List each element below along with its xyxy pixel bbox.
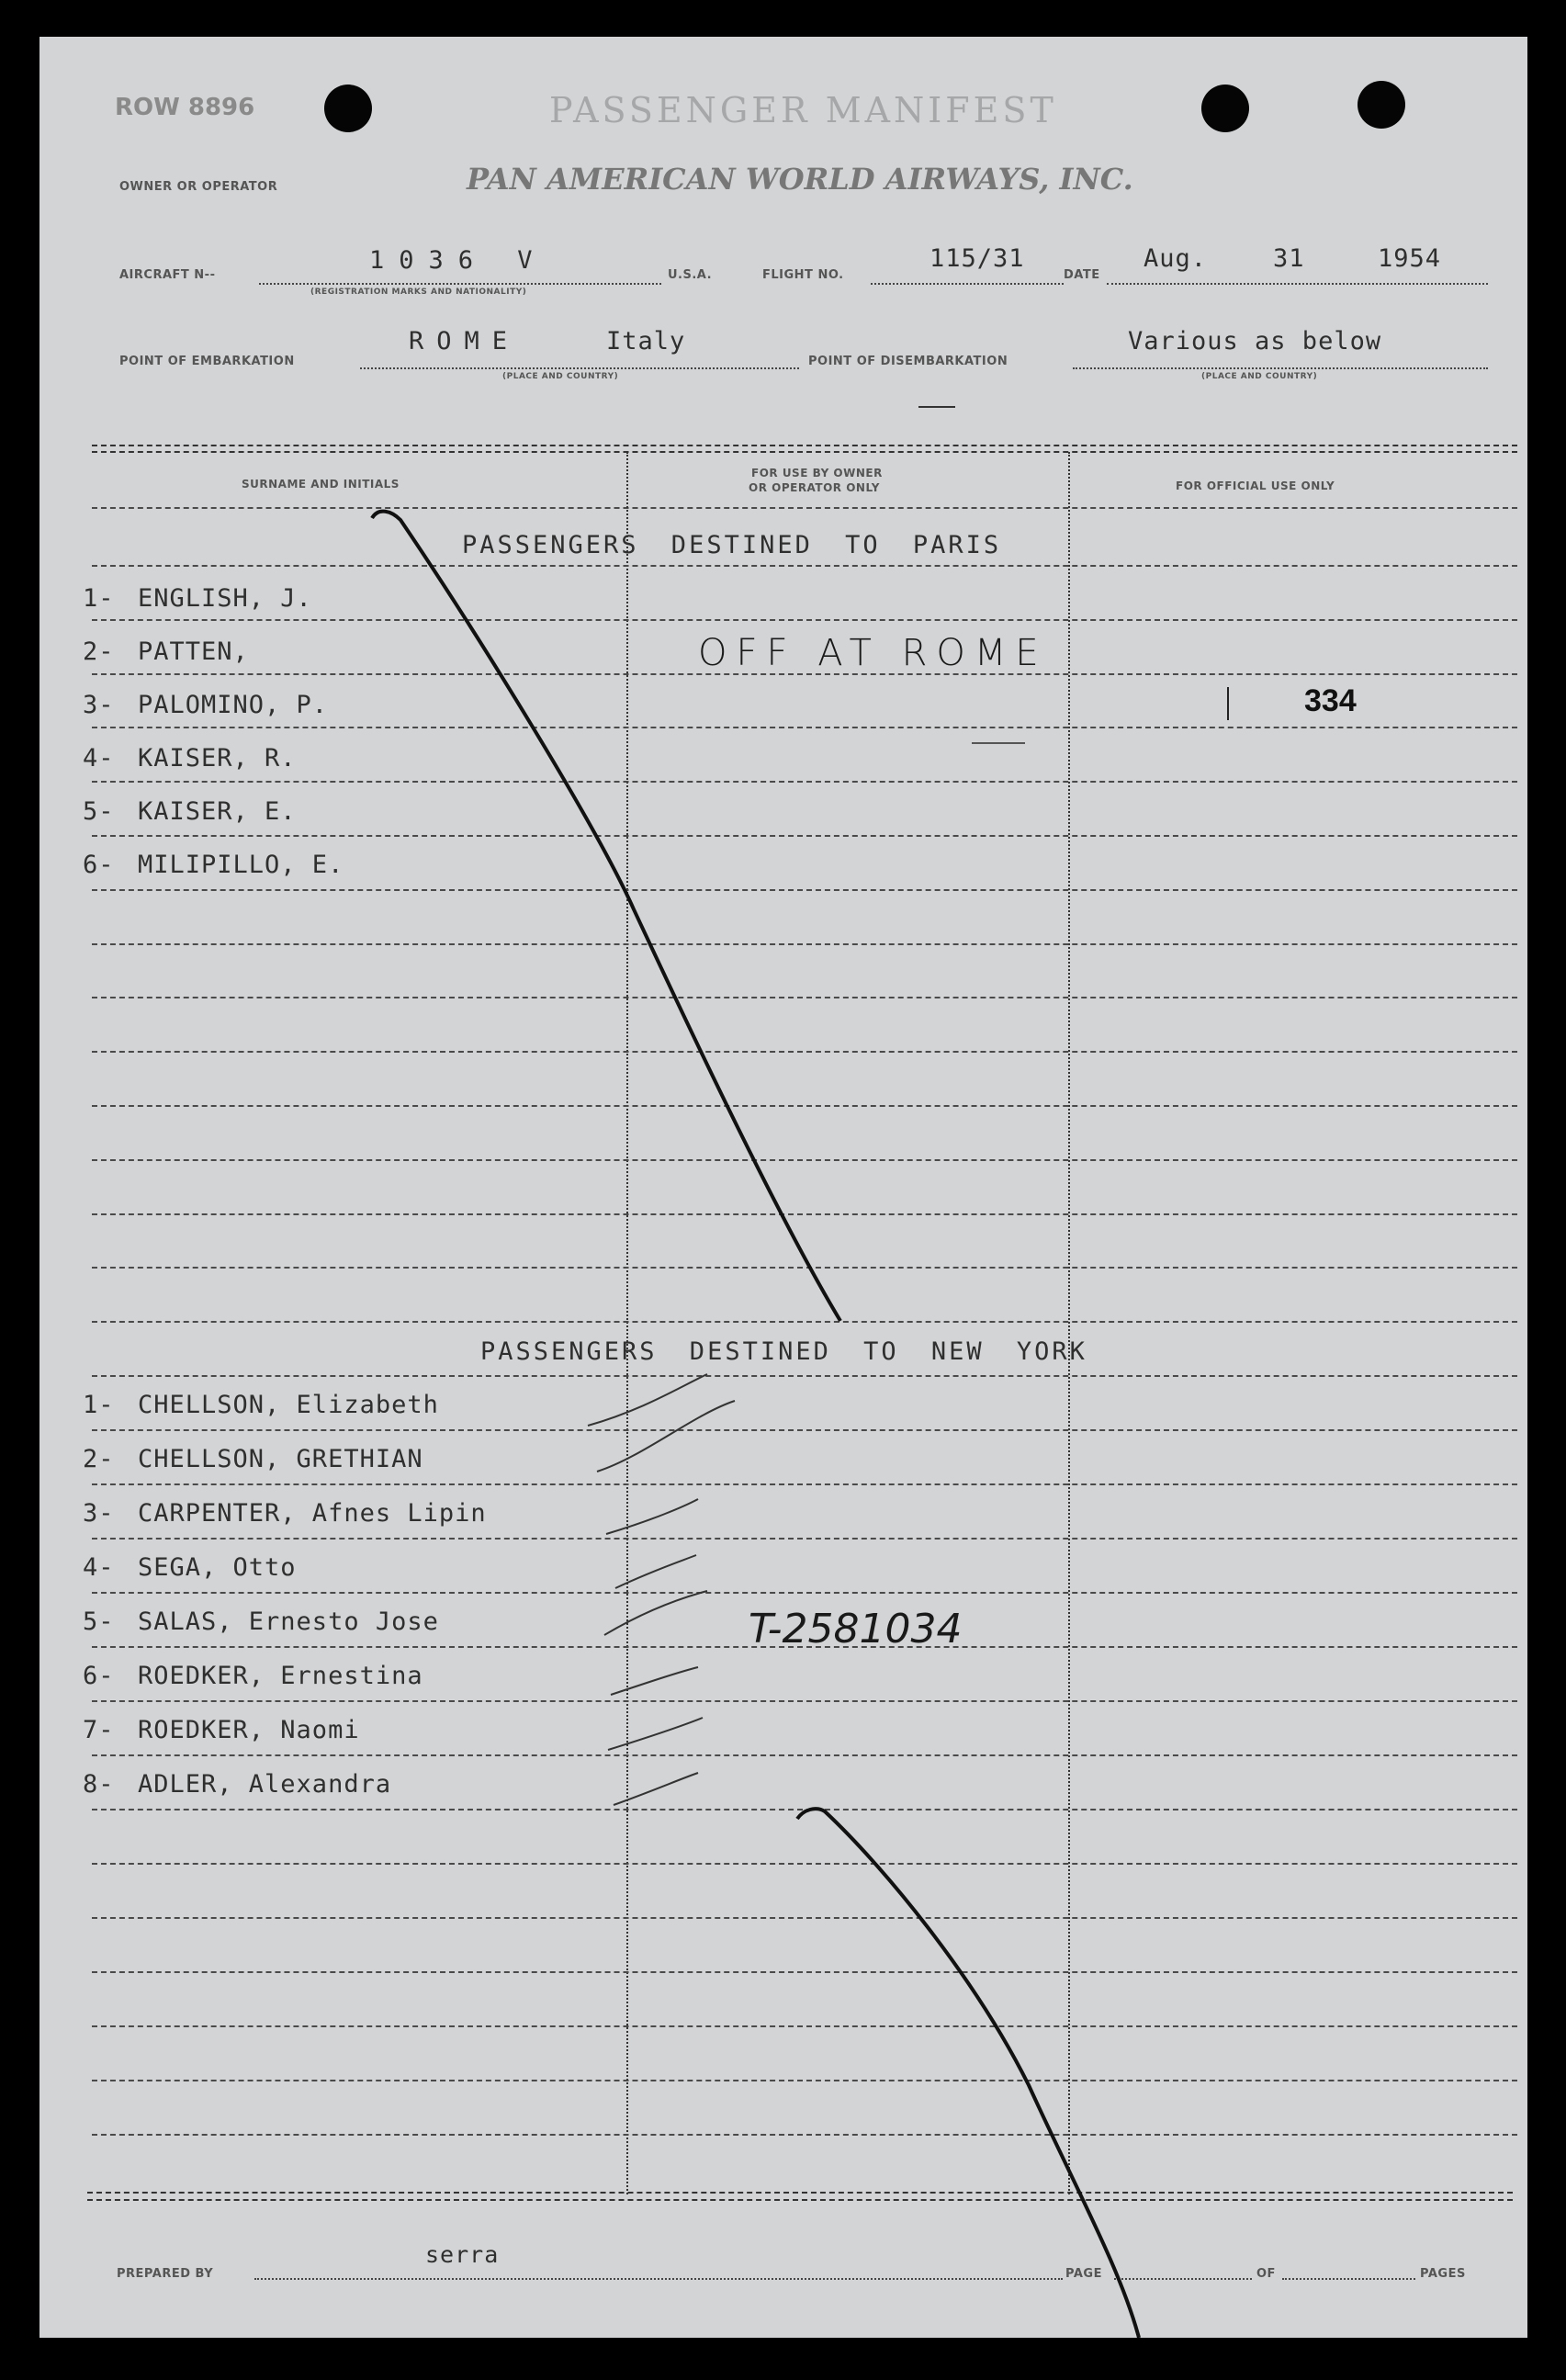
passenger-name: PALOMINO, P. xyxy=(138,691,329,719)
section-heading-paris: PASSENGERS DESTINED TO PARIS xyxy=(462,531,1002,559)
check-mark xyxy=(614,1773,698,1805)
check-mark xyxy=(588,1374,707,1426)
disembarkation-value: Various as below xyxy=(1128,327,1382,355)
flight-number: 115/31 xyxy=(929,244,1025,273)
column-surname: SURNAME AND INITIALS xyxy=(242,478,400,491)
aircraft-label: AIRCRAFT N-- xyxy=(119,268,216,282)
check-mark xyxy=(611,1667,698,1695)
passenger-name: KAISER, E. xyxy=(138,797,297,826)
strike-through-line-new-york xyxy=(797,1809,1139,2338)
embarkation-caption: (PLACE AND COUNTRY) xyxy=(502,372,619,381)
embarkation-country: Italy xyxy=(606,327,686,355)
prepared-by-value: serra xyxy=(425,2241,500,2268)
passenger-number: 8- xyxy=(83,1770,115,1799)
check-mark xyxy=(615,1555,696,1588)
handwritten-reference-number: T-2581034 xyxy=(749,1606,963,1652)
passenger-number: 1- xyxy=(83,584,115,613)
passenger-number: 2- xyxy=(83,637,115,666)
passenger-number: 4- xyxy=(83,1553,115,1582)
passenger-name: SEGA, Otto xyxy=(138,1553,297,1582)
disembarkation-caption: (PLACE AND COUNTRY) xyxy=(1201,372,1318,381)
passenger-name: MILIPILLO, E. xyxy=(138,851,344,879)
passenger-number: 3- xyxy=(83,691,115,719)
passenger-number: 5- xyxy=(83,797,115,826)
of-label: OF xyxy=(1256,2267,1276,2281)
passenger-name: PATTEN, xyxy=(138,637,249,666)
check-mark xyxy=(604,1591,707,1635)
manifest-title: PASSENGER MANIFEST xyxy=(549,90,1057,130)
passenger-number: 7- xyxy=(83,1716,115,1744)
owner-label: OWNER OR OPERATOR xyxy=(119,180,278,194)
column-owner-use-2: OR OPERATOR ONLY xyxy=(749,481,880,494)
passenger-number: 1- xyxy=(83,1391,115,1419)
official-stamp-number: 334 xyxy=(1304,683,1357,718)
passenger-number: 3- xyxy=(83,1499,115,1528)
pages-label: PAGES xyxy=(1420,2267,1466,2281)
check-mark xyxy=(608,1718,703,1750)
passenger-name: SALAS, Ernesto Jose xyxy=(138,1607,439,1636)
passenger-name: KAISER, R. xyxy=(138,744,297,773)
check-mark xyxy=(597,1401,735,1472)
aircraft-caption: (REGISTRATION MARKS AND NATIONALITY) xyxy=(310,288,527,297)
aircraft-registration: 1036 V xyxy=(369,246,547,275)
passenger-name: ROEDKER, Ernestina xyxy=(138,1662,423,1690)
handwritten-annotation-rome: OFF AT ROME xyxy=(698,632,1048,674)
date-year: 1954 xyxy=(1378,244,1442,273)
section-heading-new-york: PASSENGERS DESTINED TO NEW YORK xyxy=(480,1337,1087,1366)
owner-value: PAN AMERICAN WORLD AIRWAYS, INC. xyxy=(467,162,1133,197)
passenger-name: ROEDKER, Naomi xyxy=(138,1716,360,1744)
date-label: DATE xyxy=(1064,268,1100,282)
passenger-number: 5- xyxy=(83,1607,115,1636)
column-owner-use-1: FOR USE BY OWNER xyxy=(751,467,883,479)
strike-through-line-paris xyxy=(372,512,840,1321)
disembarkation-label: POINT OF DISEMBARKATION xyxy=(808,355,1008,368)
passenger-name: CHELLSON, Elizabeth xyxy=(138,1391,439,1419)
passenger-number: 4- xyxy=(83,744,115,773)
date-month: Aug. xyxy=(1144,244,1208,273)
flight-label: FLIGHT NO. xyxy=(762,268,844,282)
passenger-name: CHELLSON, GRETHIAN xyxy=(138,1445,423,1473)
date-day: 31 xyxy=(1273,244,1305,273)
page-label: PAGE xyxy=(1065,2267,1102,2281)
usa-label: U.S.A. xyxy=(668,268,713,282)
passenger-name: ENGLISH, J. xyxy=(138,584,312,613)
passenger-number: 6- xyxy=(83,1662,115,1690)
embarkation-city: ROME xyxy=(409,327,521,355)
passenger-name: ADLER, Alexandra xyxy=(138,1770,392,1799)
embarkation-label: POINT OF EMBARKATION xyxy=(119,355,295,368)
form-number: ROW 8896 xyxy=(115,94,255,121)
check-marks xyxy=(588,1374,735,1805)
passenger-number: 2- xyxy=(83,1445,115,1473)
prepared-by-label: PREPARED BY xyxy=(117,2267,214,2281)
check-mark xyxy=(606,1499,698,1534)
column-official: FOR OFFICIAL USE ONLY xyxy=(1176,479,1335,492)
passenger-name: CARPENTER, Afnes Lipin xyxy=(138,1499,487,1528)
passenger-number: 6- xyxy=(83,851,115,879)
